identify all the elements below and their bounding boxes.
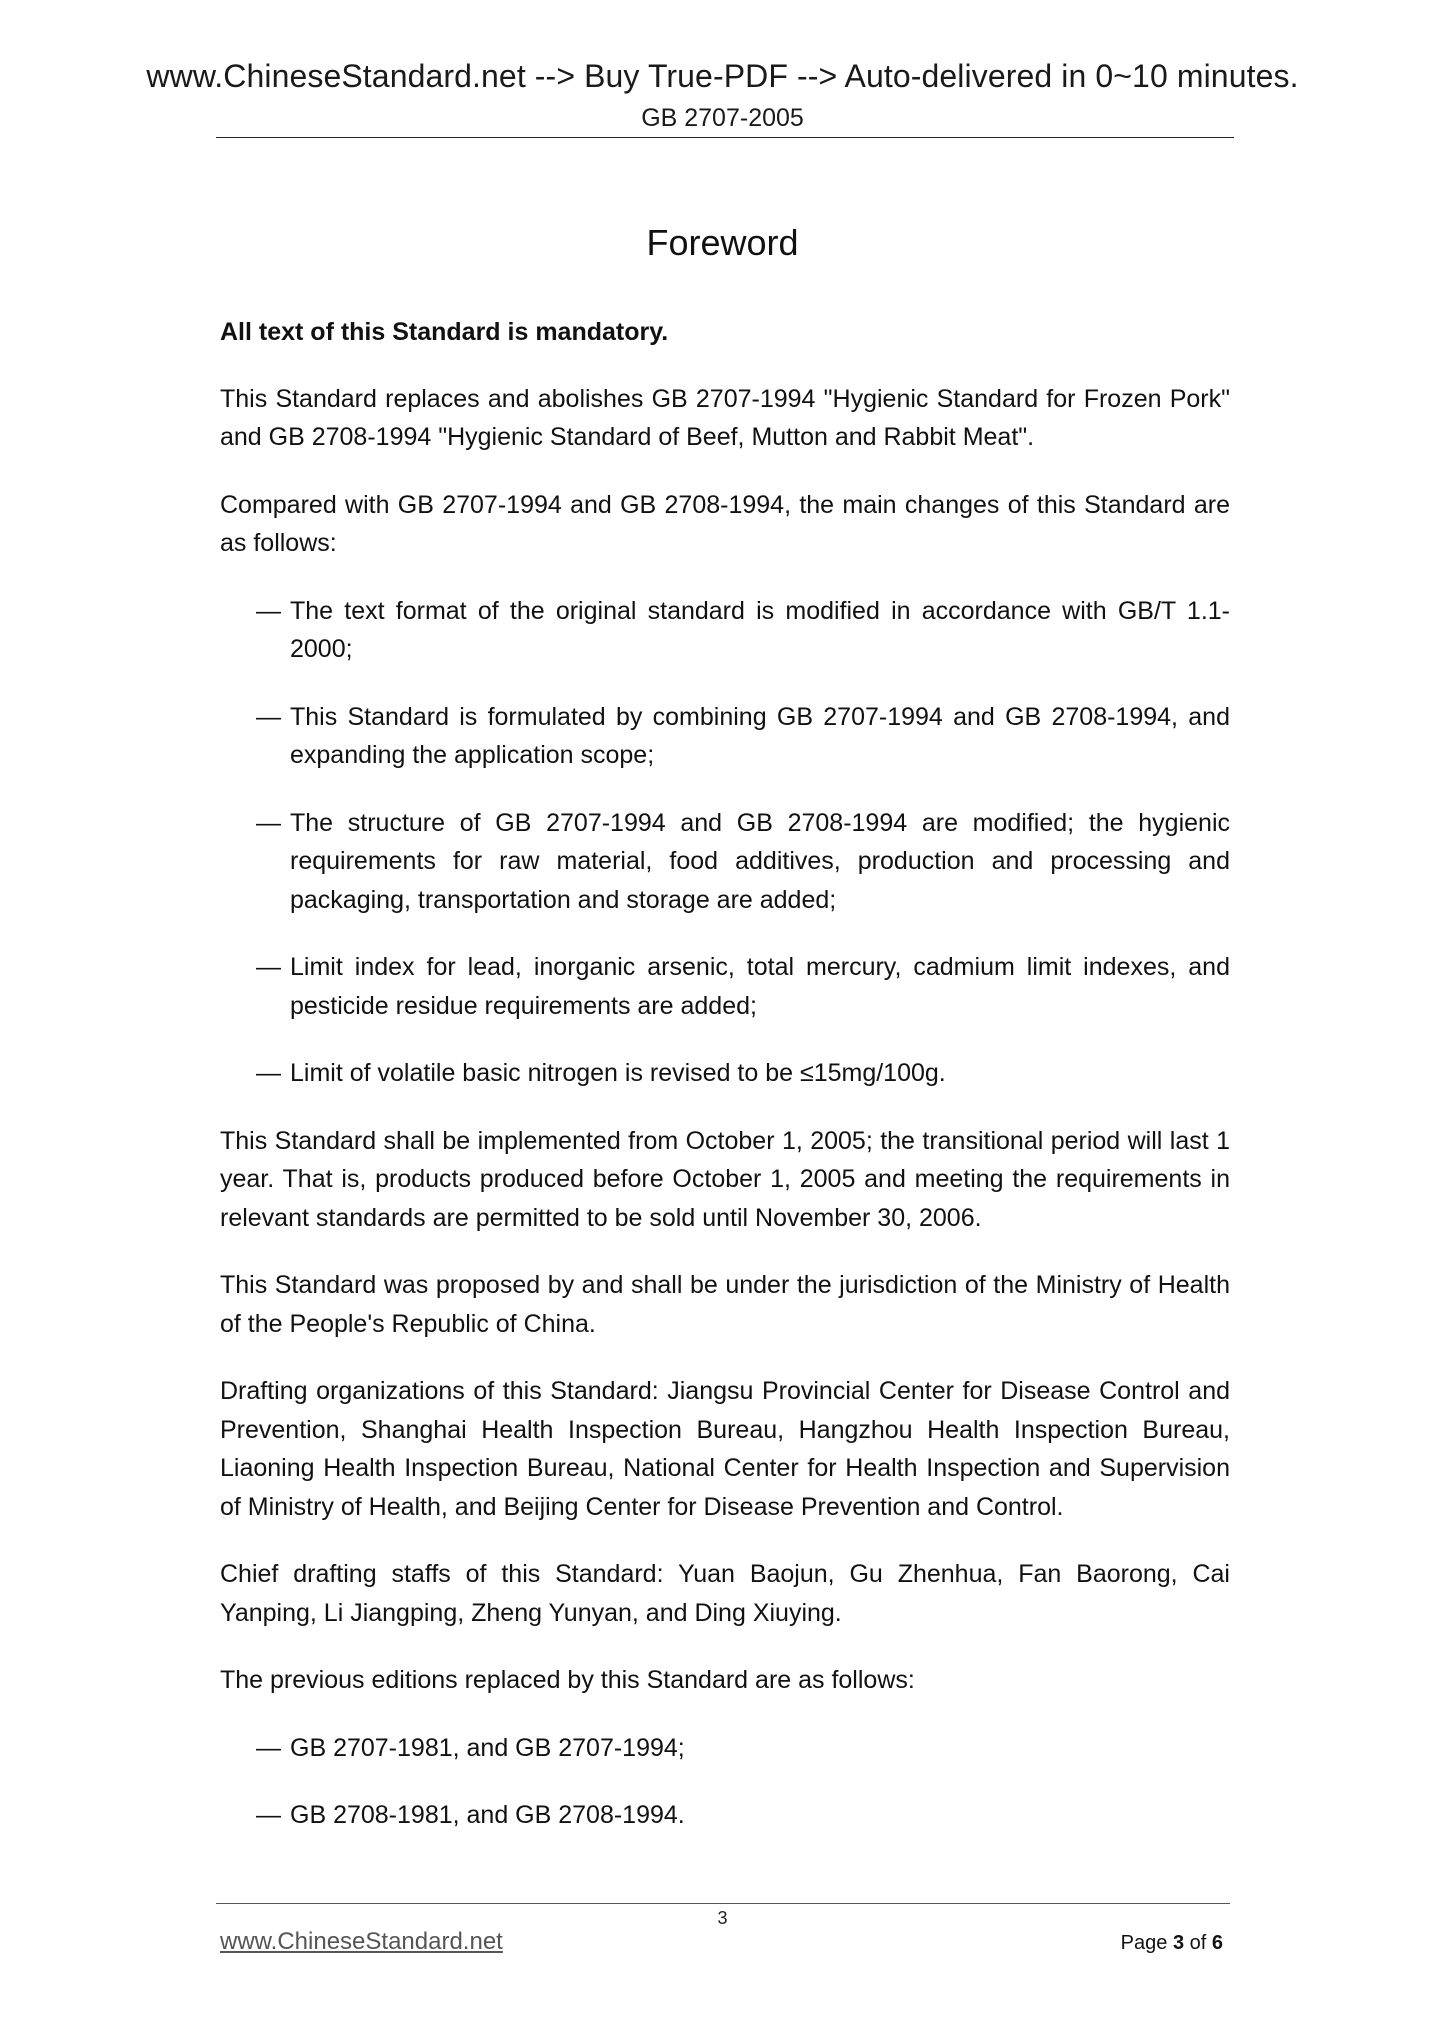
page-of: of: [1189, 1932, 1207, 1954]
change-item: [256, 592, 1230, 669]
mandatory-statement: All text of this Standard is mandatory.: [220, 318, 669, 346]
dash-bullet: —: [256, 808, 281, 837]
drafting-organizations-paragraph: Drafting organizations of this Standard: Jiangsu Provincial Center for Disease Control and Prevention, Shanghai Health Inspection Bureau, Hangzhou Health Inspection Bureau, Liaoning Health Inspection Bureau, National Center for Health Inspection and Supervision of Ministry of Health, and Beijing Center for Disease Prevention and Control.: [220, 1377, 1230, 1521]
header-banner: www.ChineseStandard.net --> Buy True-PDF --> Auto-delivered in 0~10 minutes.: [146, 58, 1299, 94]
change-item: [256, 948, 1230, 1025]
previous-editions-intro: The previous editions replaced by this Standard are as follows:: [220, 1666, 915, 1694]
page-label: Page: [1120, 1932, 1168, 1954]
change-text: Limit of volatile basic nitrogen is revised to be ≤15mg/100g.: [290, 1059, 946, 1087]
page-current: 3: [1172, 1932, 1185, 1954]
change-text: The text format of the original standard is modified in accordance with GB/T 1.1-2000;: [290, 596, 1230, 663]
footer-divider: [216, 1903, 1230, 1904]
previous-edition-text: GB 2708-1981, and GB 2708-1994.: [290, 1801, 685, 1829]
change-text: This Standard is formulated by combining GB 2707-1994 and GB 2708-1994, and expanding the application scope;: [290, 702, 1230, 769]
previous-edition-item: [256, 1729, 1230, 1768]
change-item: [256, 804, 1230, 920]
dash-bullet: —: [256, 702, 281, 731]
chief-drafting-staff-paragraph: Chief drafting staffs of this Standard: Yuan Baojun, Gu Zhenhua, Fan Baorong, Cai Yanping, Li Jiangping, Zheng Yunyan, and Ding Xiuying.: [220, 1560, 1230, 1627]
replaces-paragraph: This Standard replaces and abolishes GB 2707-1994 "Hygienic Standard for Frozen Pork" and GB 2708-1994 "Hygienic Standard of Beef, Mutton and Rabbit Meat".: [220, 384, 1230, 451]
dash-bullet: —: [256, 1733, 281, 1762]
dash-bullet: —: [256, 1059, 281, 1087]
change-text: The structure of GB 2707-1994 and GB 2708-1994 are modified; the hygienic requirements for raw material, food additives, production and processing and packaging, transportation and storage are added;: [290, 808, 1230, 914]
changes-intro: Compared with GB 2707-1994 and GB 2708-1994, the main changes of this Standard are as follows:: [220, 490, 1230, 557]
page-number: 3: [717, 1908, 728, 1928]
header-divider: [216, 137, 1234, 138]
dash-bullet: —: [256, 1801, 281, 1829]
page-title: Foreword: [646, 222, 799, 263]
previous-edition-text: GB 2707-1981, and GB 2707-1994;: [290, 1733, 685, 1762]
proposed-by-paragraph: This Standard was proposed by and shall be under the jurisdiction of the Ministry of Health of the People's Republic of China.: [220, 1271, 1230, 1338]
previous-edition-item: [256, 1796, 1230, 1835]
implementation-paragraph: This Standard shall be implemented from October 1, 2005; the transitional period will last 1 year. That is, products produced before October 1, 2005 and meeting the requirements in relevant standards are permitted to be sold until November 30, 2006.: [220, 1126, 1230, 1232]
foreword-body: [220, 313, 1230, 1864]
dash-bullet: —: [256, 953, 281, 981]
footer-page-indicator: [1121, 1932, 1223, 1955]
page-total: 6: [1211, 1932, 1223, 1954]
standard-code: GB 2707-2005: [641, 104, 804, 132]
dash-bullet: —: [256, 596, 281, 625]
change-text: Limit index for lead, inorganic arsenic, total mercury, cadmium limit indexes, and pesticide residue requirements are added;: [290, 953, 1230, 1020]
footer-website-link[interactable]: www.ChineseStandard.net: [220, 1928, 503, 1955]
change-item: [256, 1054, 1230, 1093]
change-item: [256, 698, 1230, 775]
